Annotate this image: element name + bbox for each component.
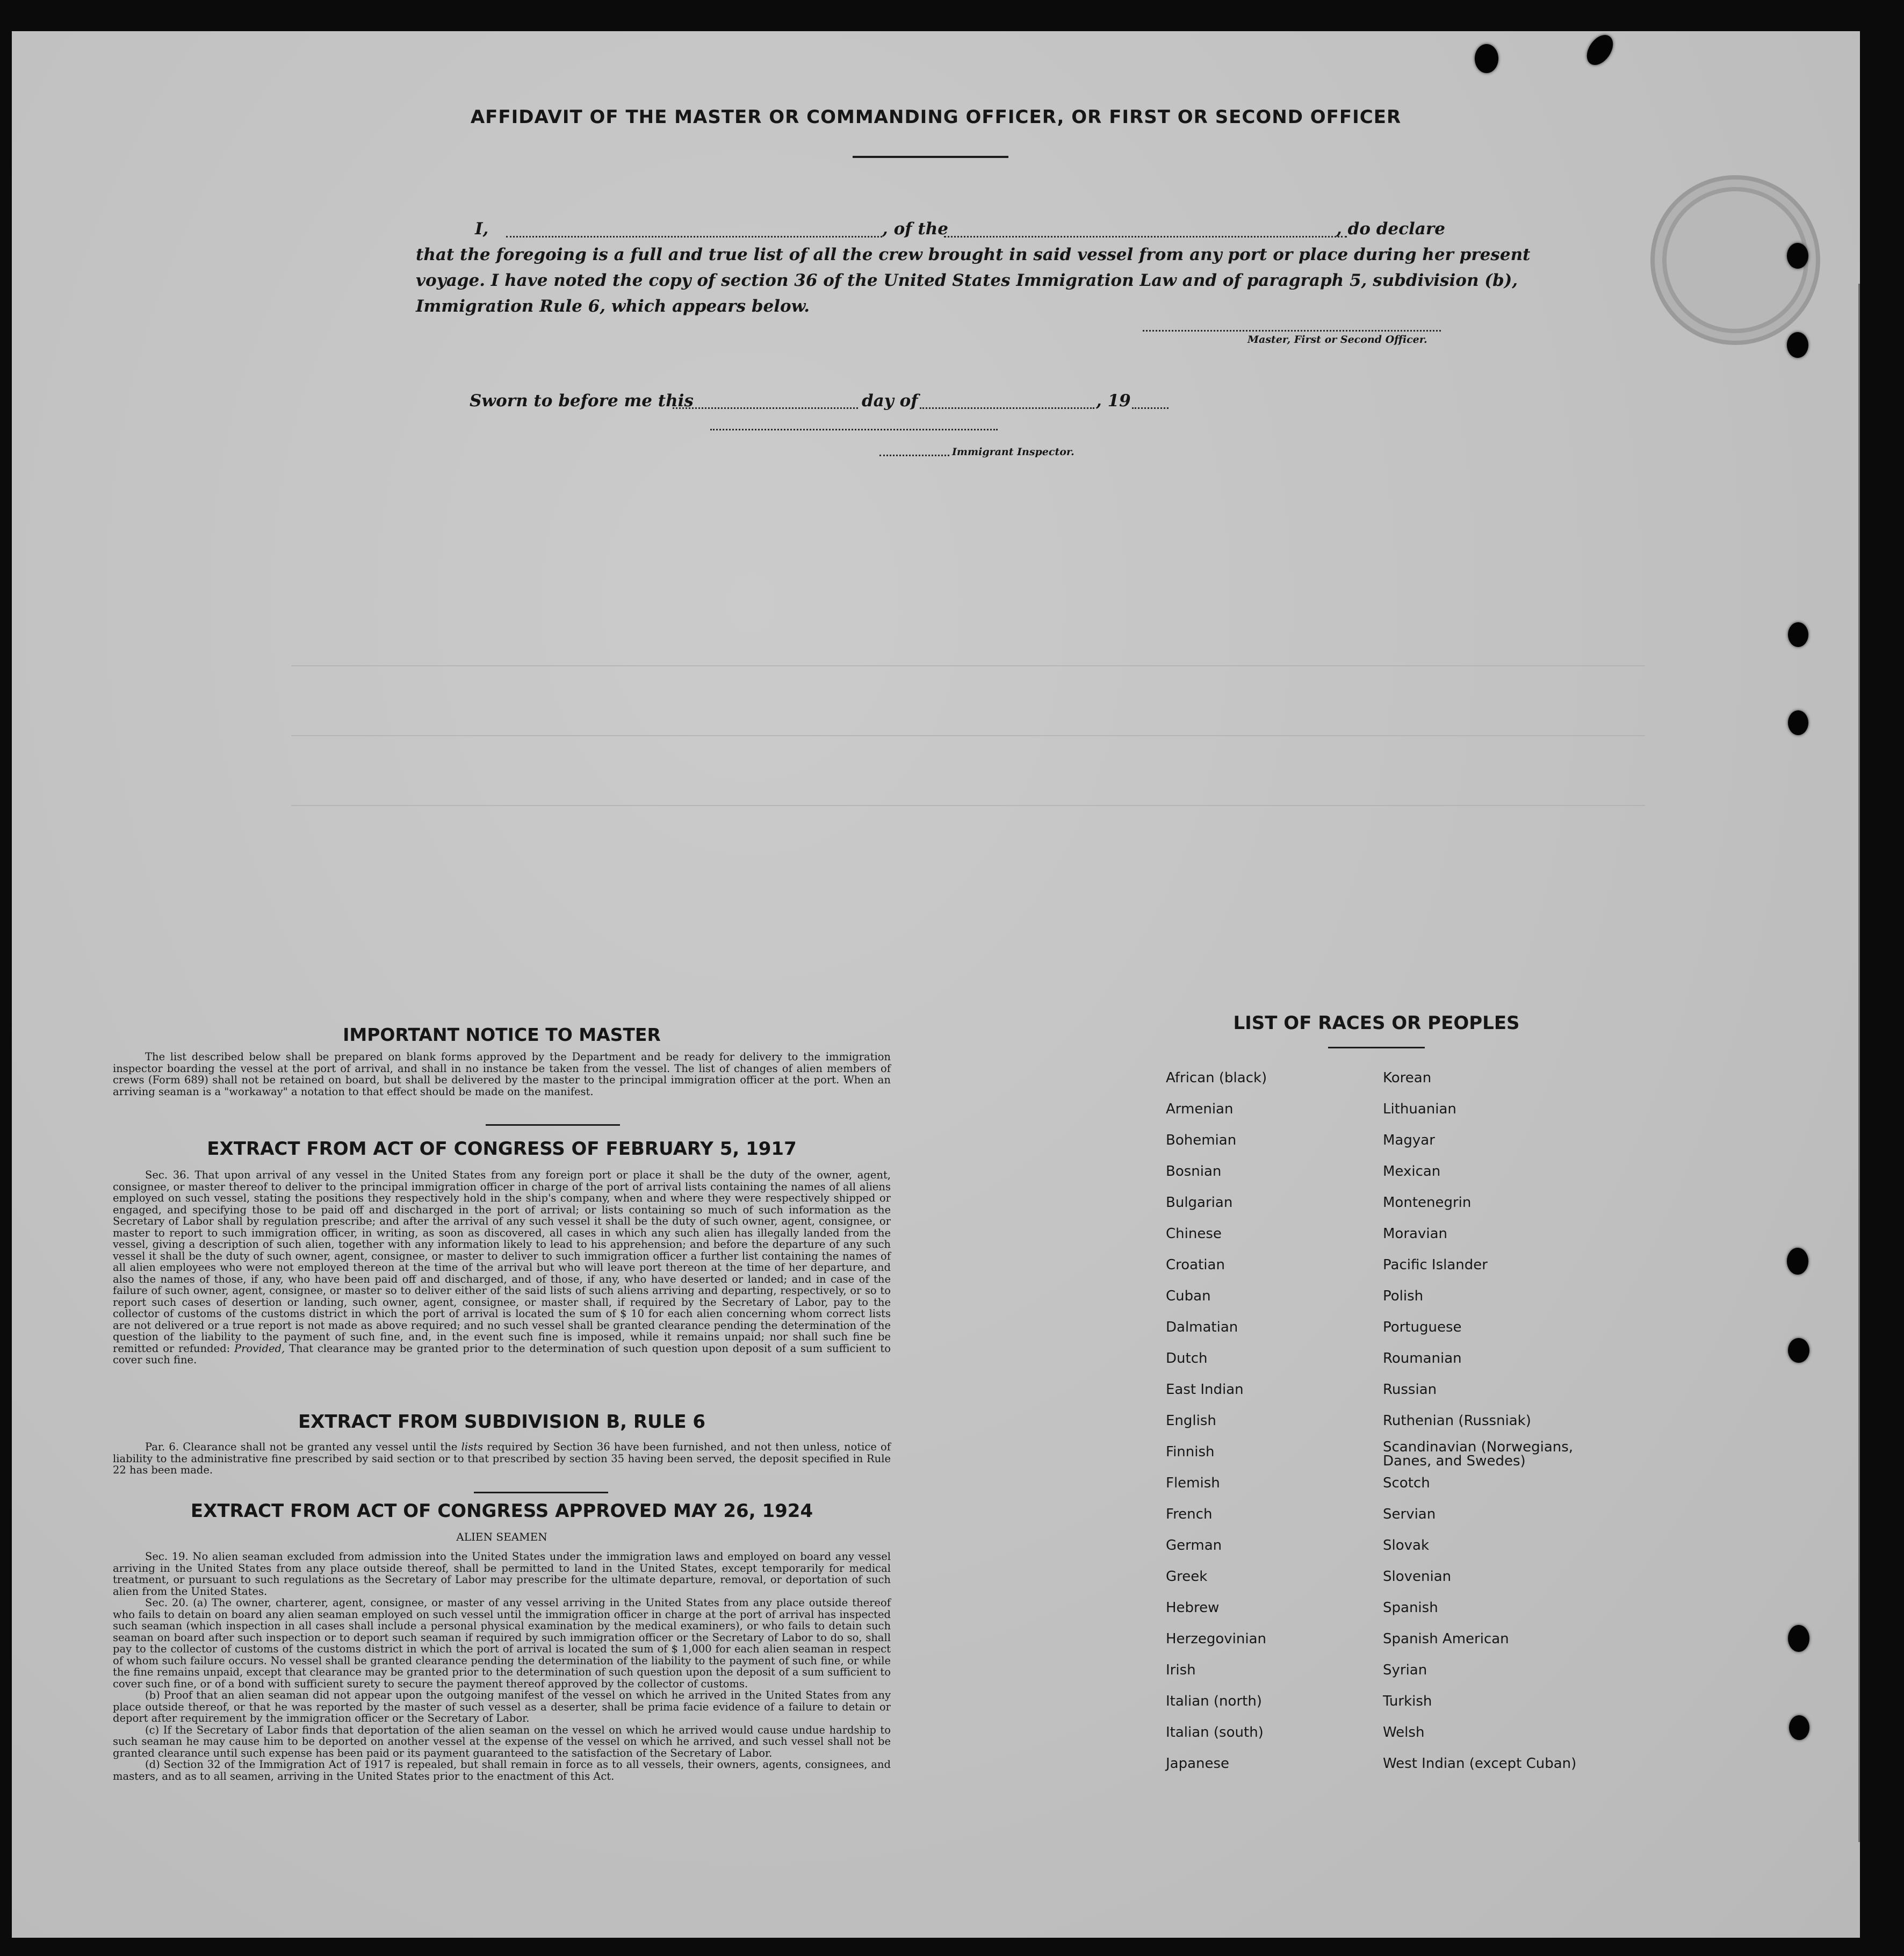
race-item: Moravian — [1383, 1226, 1447, 1242]
inspector-label: Immigrant Inspector. — [952, 446, 1074, 458]
race-item: Russian — [1383, 1382, 1437, 1398]
race-item: Cuban — [1166, 1288, 1211, 1304]
race-item: Bosnian — [1166, 1163, 1222, 1180]
sec20b-paragraph: (b) Proof that an alien seaman did not appear upon the outgoing manifest of the vessel on which he arrived in the United States from any place outside thereof, or that he was reported by the master of such vessel as a deserter, shall be prima facie evidence of a failure to detain or deport after requirement by the immigration officer or the Secretary of Labor. — [113, 1689, 891, 1724]
race-item: Magyar — [1383, 1132, 1435, 1148]
bleed-through-line — [291, 665, 1645, 666]
signature-label: Master, First or Second Officer. — [1247, 334, 1427, 346]
section-divider — [474, 1492, 608, 1493]
affidavit-line3: voyage. I have noted the copy of section 36 of the United States Immigration Law and of paragraph 5, subdivision (b), — [416, 271, 1518, 290]
race-item: Mexican — [1383, 1163, 1441, 1180]
race-item: Korean — [1383, 1070, 1432, 1086]
extract-1917-title: EXTRACT FROM ACT OF CONGRESS OF FEBRUARY 5, 1917 — [207, 1138, 797, 1160]
proviso-word: Provided, — [234, 1342, 285, 1355]
extract-rule6-text — [113, 1441, 891, 1476]
race-item: Roumanian — [1383, 1350, 1462, 1367]
sworn-day-of: day of — [862, 391, 918, 411]
extract-1924-text — [113, 1551, 891, 1782]
name-blank[interactable] — [506, 236, 882, 238]
race-item: Italian (north) — [1166, 1693, 1262, 1709]
race-item: Italian (south) — [1166, 1724, 1264, 1741]
affidavit-line4: Immigration Rule 6, which appears below. — [416, 297, 810, 316]
race-item: Servian — [1383, 1506, 1436, 1522]
section-divider — [486, 1124, 620, 1126]
signature-line[interactable] — [1143, 330, 1441, 332]
extract-1917-text — [113, 1169, 891, 1366]
extract-rule6-title: EXTRACT FROM SUBDIVISION B, RULE 6 — [298, 1411, 706, 1433]
punch-hole — [1475, 44, 1498, 73]
vessel-blank[interactable] — [944, 236, 1347, 238]
inspector-signature-line[interactable] — [710, 429, 998, 430]
punch-hole — [1788, 710, 1808, 735]
affidavit-i: I, — [475, 219, 489, 239]
sec20d-paragraph: (d) Section 32 of the Immigration Act of 1917 is repealed, but shall remain in force as to all vessels, their owners, agents, consignees, and masters, and as to all seamen, arriving in the United States prior to the enactment of this Act. — [113, 1758, 891, 1782]
par6-italic: lists — [461, 1441, 483, 1453]
affidavit-line2: that the foregoing is a full and true list of all the crew brought in said vessel from any port or place during her present — [416, 245, 1531, 264]
race-item: Spanish — [1383, 1600, 1438, 1616]
bleed-through-line — [291, 805, 1645, 806]
race-item: Ruthenian (Russniak) — [1383, 1413, 1531, 1429]
race-item: Bohemian — [1166, 1132, 1237, 1148]
sec19-paragraph: Sec. 19. No alien seaman excluded from admission into the United States under the immigration laws and employed on board any vessel arriving in the United States from any place outside thereof, shall be permitted to land in the United States, except temporarily for medical treatment, or pursuant to such regulations as the Secretary of Labor may prescribe for the ultimate departure, removal, or deportation of such alien from the United States. — [113, 1550, 891, 1598]
race-item: Armenian — [1166, 1101, 1234, 1117]
title-underline — [853, 156, 1008, 158]
page-edge — [1858, 284, 1860, 1842]
par6-text-a: Par. 6. Clearance shall not be granted any vessel until the — [145, 1441, 458, 1453]
race-item: Welsh — [1383, 1724, 1425, 1741]
punch-hole — [1789, 1715, 1809, 1740]
punch-hole — [1788, 1338, 1809, 1363]
punch-hole — [1788, 1625, 1809, 1652]
alien-seamen-subtitle: ALIEN SEAMEN — [456, 1530, 547, 1543]
race-item: Croatian — [1166, 1257, 1225, 1273]
notice-paragraph: The list described below shall be prepared on blank forms approved by the Department and be ready for delivery to the immigration inspector boarding the vessel at the port of arrival, and shall in no instance be taken from the vessel. The list of changes of alien members of crews (Form 689) shall not be retained on board, but shall be delivered by the master to the principal immigration officer at the port. When an arriving seaman is a "workaway" a notation to that effect should be made on the manifest. — [113, 1051, 891, 1098]
race-item: Slovenian — [1383, 1569, 1452, 1585]
document-page — [12, 31, 1860, 1938]
extract-1924-title: EXTRACT FROM ACT OF CONGRESS APPROVED MAY 26, 1924 — [190, 1500, 813, 1522]
race-item: Lithuanian — [1383, 1101, 1456, 1117]
punch-hole — [1788, 622, 1808, 647]
race-item: Chinese — [1166, 1226, 1222, 1242]
proviso-text: That clearance may be granted prior to the determination of such question upon deposit of a sum sufficient to cover such fine. — [113, 1342, 891, 1366]
bleed-through-line — [291, 735, 1645, 736]
sworn-year-blank[interactable] — [1132, 407, 1169, 409]
race-item: Slovak — [1383, 1537, 1430, 1554]
punch-hole — [1787, 243, 1808, 269]
punch-hole — [1787, 332, 1808, 358]
race-item: African (black) — [1166, 1070, 1267, 1086]
punch-hole — [1787, 1248, 1808, 1275]
race-item: English — [1166, 1413, 1216, 1429]
race-item: Spanish American — [1383, 1631, 1509, 1647]
sec20c-paragraph: (c) If the Secretary of Labor finds that deportation of the alien seaman on the vessel on which he arrived would cause undue hardship to such seaman he may cause him to be deported on another vessel at the expense of the vessel on which he arrived, and such vessel shall not be granted clearance until such expense has been paid or its payment guaranteed to the satisfaction of the Secretary of Labor. — [113, 1723, 891, 1759]
race-item: Herzegovinian — [1166, 1631, 1267, 1647]
races-divider — [1328, 1047, 1425, 1048]
race-item: Pacific Islander — [1383, 1257, 1488, 1273]
race-item: Irish — [1166, 1662, 1196, 1678]
races-title: LIST OF RACES OR PEOPLES — [1233, 1012, 1520, 1034]
sworn-month-blank[interactable] — [920, 407, 1094, 409]
sworn-year-prefix: , 19 — [1096, 391, 1131, 411]
race-item: Dalmatian — [1166, 1319, 1238, 1335]
sworn-text: Sworn to before me this — [470, 391, 694, 411]
inspector-dot-leader — [879, 455, 949, 456]
race-item: Japanese — [1166, 1756, 1230, 1772]
par6-text-b: required by Section 36 have been furnished, and not then unless, notice of liability to the administrative fine prescribed by said section or to that prescribed by section 35 having been served, the deposit specified in Rule 22 has been made. — [113, 1441, 891, 1476]
race-item: Hebrew — [1166, 1600, 1220, 1616]
notice-title: IMPORTANT NOTICE TO MASTER — [343, 1024, 661, 1045]
race-item: Montenegrin — [1383, 1195, 1472, 1211]
race-item: Scotch — [1383, 1475, 1430, 1491]
race-item: East Indian — [1166, 1382, 1244, 1398]
affidavit-declare: , do declare — [1336, 219, 1445, 239]
race-item: Flemish — [1166, 1475, 1220, 1491]
notice-text — [113, 1051, 891, 1097]
race-item: Turkish — [1383, 1693, 1432, 1709]
race-item: Portuguese — [1383, 1319, 1462, 1335]
race-item: Bulgarian — [1166, 1195, 1233, 1211]
race-item: French — [1166, 1506, 1213, 1522]
race-item: Syrian — [1383, 1662, 1427, 1678]
affidavit-title: AFFIDAVIT OF THE MASTER OR COMMANDING OFFICER, OR FIRST OR SECOND OFFICER — [470, 106, 1402, 128]
race-item: German — [1166, 1537, 1222, 1554]
race-item: Dutch — [1166, 1350, 1208, 1367]
race-item: Finnish — [1166, 1444, 1215, 1460]
affidavit-of-the: , of the — [882, 219, 948, 239]
sec36-text: Sec. 36. That upon arrival of any vessel in the United States from any foreign port or place it shall be the duty of the owner, agent, consignee, or master thereof to deliver to the principal immigration officer in charge of the port of arrival lists containing the names of all aliens employed on such vessel, stating the positions they respectively hold in the ship's company, when and where they were respectively shipped or engaged, and specifying those to be paid off and discharged in the port of arrival; or lists containing so much of such information as the Secretary of Labor shall by regulation prescribe; and after the arrival of any such vessel it shall be the duty of such owner, agent, consignee, or master to report to such immigration officer, in writing, as soon as discovered, all cases in which any such alien has illegally landed from the vessel, giving a description of such alien, together with any information likely to lead to his apprehension; and before the departure of any such vessel it shall be the duty of such owner, agent, consignee, or master to deliver to such immigration officer a further list containing the names of all alien employees who were not employed thereon at the time of the arrival but who will leave port thereon at the time of her departure, and also the names of those, if any, who have been paid off and discharged, and of those, if any, who have deserted or landed; and in case of the failure of such owner, agent, consignee, or master so to deliver either of the said lists of such aliens arriving and departing, respectively, or so to report such cases of desertion or landing, such owner, agent, consignee, or master shall, if required by the Secretary of Labor, pay to the collector of customs of the customs district in which the port of arrival is located the sum of $ 10 for each alien concerning whom correct lists are not delivered or a true report is not made as above required; and no such vessel shall be granted clearance pending the determination of the question of the liability to the payment of such fine, and, in the event such fine is imposed, while it remains unpaid; nor shall such fine be remitted or refunded: — [113, 1169, 891, 1355]
race-item: Greek — [1166, 1569, 1208, 1585]
race-item: Polish — [1383, 1288, 1424, 1304]
sworn-day-blank[interactable] — [673, 407, 858, 409]
sec20a-paragraph: Sec. 20. (a) The owner, charterer, agent, consignee, or master of any vessel arriving in the United States from any place outside thereof who fails to detain on board any alien seaman employed on such vessel until the immigration officer in charge at the port of arrival has inspected such seaman (which inspection in all cases shall include a personal physical examination by the medical examiners), or who fails to detain such seaman on board after such inspection or to deport such seaman if required by such immigration officer or the Secretary of Labor to do so, shall pay to the collector of customs of the customs district in which the port of arrival is located the sum of $ 1,000 for each alien seaman in respect of whom such failure occurs. No vessel shall be granted clearance pending the determination of the liability to the payment of such fine, or while the fine remains unpaid, except that clearance may be granted prior to the determination of such question upon the deposit of a sum sufficient to cover such fine, or of a bond with sufficient surety to secure the payment thereof approved by the collector of customs. — [113, 1597, 891, 1690]
race-item: Scandinavian (Norwegians, Danes, and Swedes) — [1383, 1439, 1574, 1469]
race-item: West Indian (except Cuban) — [1383, 1756, 1577, 1772]
